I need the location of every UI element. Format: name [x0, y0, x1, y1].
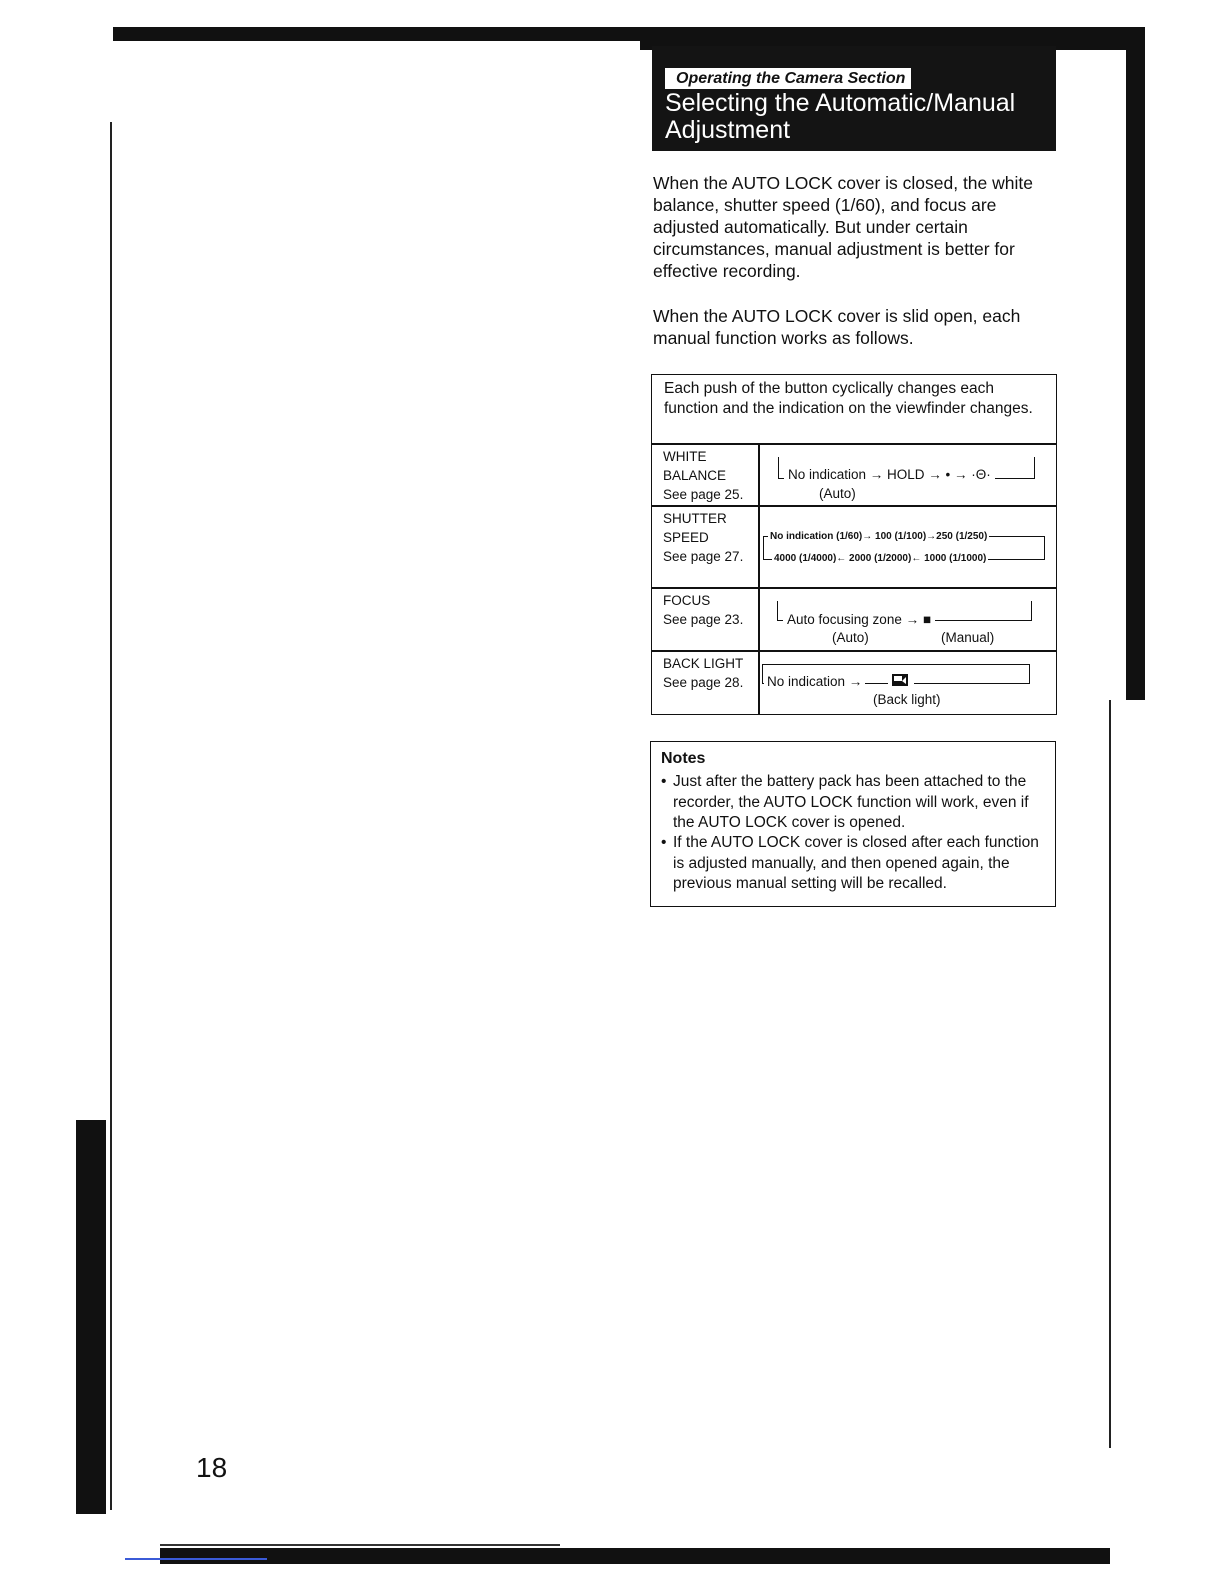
bottom-link-underline [125, 1558, 267, 1560]
focus-manual-label: (Manual) [941, 630, 995, 645]
note-text: Just after the battery pack has been attached to the recorder, the AUTO LOCK function will work, even if the AUTO LOCK cover is opened. [673, 773, 1029, 831]
row-label-focus [663, 591, 758, 629]
label-line: WHITE [663, 449, 707, 464]
table-divider [652, 505, 1056, 507]
note-item [661, 833, 1041, 895]
intro-paragraph-1: When the AUTO LOCK cover is closed, the white balance, shutter speed (1/60), and focus are adjusted automatically. But under certain circumstances, manual adjustment is better for effective recording. [653, 173, 1033, 281]
white-balance-auto-label: (Auto) [819, 486, 856, 501]
bullet-icon: • [661, 834, 667, 851]
see-page: See page 27. [663, 549, 744, 564]
section-tag: Operating the Camera Section [665, 68, 911, 89]
focus-sequence: Auto focusing zone → ■ [783, 611, 935, 629]
bottom-border-bar [160, 1548, 1110, 1564]
back-light-indicator-icon [888, 672, 914, 688]
label-line: BACK LIGHT [663, 656, 744, 671]
left-border-line [110, 122, 112, 1510]
shutter-sequence-top: No indication (1/60)→ 100 (1/100)→250 (1/250) [770, 531, 988, 542]
shutter-sequence-bottom: 4000 (1/4000)← 2000 (1/2000)← 1000 (1/1000) [774, 553, 987, 564]
row-label-shutter-speed [663, 509, 758, 566]
bullet-icon: • [661, 773, 667, 790]
white-balance-sequence: No indication → HOLD → • → ·Θ· [784, 466, 995, 484]
label-line: SPEED [663, 530, 709, 545]
top-border-bar [113, 27, 1145, 41]
label-line: SHUTTER [663, 511, 727, 526]
row-label-back-light [663, 654, 758, 692]
section-header [652, 46, 1056, 151]
table-divider [652, 443, 1056, 445]
focus-auto-label: (Auto) [832, 630, 869, 645]
label-line: BALANCE [663, 468, 727, 483]
table-column-divider [758, 443, 760, 715]
back-light-sequence: No indication → [764, 673, 865, 691]
note-text: If the AUTO LOCK cover is closed after each function is adjusted manually, and then opened again, the previous manual setting will be recalled. [673, 834, 1039, 892]
back-light-label: (Back light) [873, 692, 941, 707]
note-item [661, 772, 1041, 834]
see-page: See page 28. [663, 675, 744, 690]
left-border-bar [76, 1120, 106, 1514]
table-caption: Each push of the button cyclically changes each function and the indication on the viewfinder changes. [664, 380, 1033, 417]
notes-title: Notes [661, 750, 706, 767]
see-page: See page 23. [663, 612, 744, 627]
page-title: Selecting the Automatic/Manual Adjustment [665, 89, 1016, 144]
table-divider [652, 650, 1056, 652]
bottom-border-line [160, 1544, 560, 1546]
table-divider [652, 587, 1056, 589]
intro-paragraph-2: When the AUTO LOCK cover is slid open, each manual function works as follows. [653, 306, 1021, 348]
row-label-white-balance [663, 447, 758, 504]
notes-box [650, 741, 1056, 907]
see-page: See page 25. [663, 487, 744, 502]
label-line: FOCUS [663, 593, 711, 608]
page-number: 18 [196, 1452, 228, 1483]
right-border-line [1109, 700, 1111, 1448]
right-border-bar [1126, 50, 1145, 700]
function-table [651, 374, 1057, 715]
